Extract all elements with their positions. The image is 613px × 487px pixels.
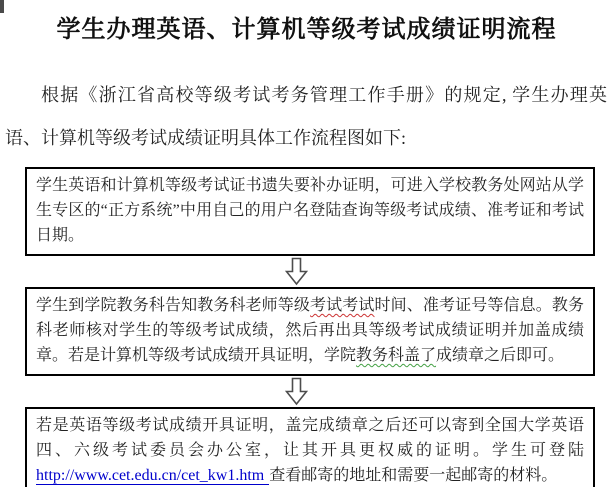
cet-website-link[interactable]: http://www.cet.edu.cn/cet_kw1.htm <box>36 467 269 485</box>
flow-arrow-1 <box>11 256 581 287</box>
flow-step-2-text-c: 成绩章之后即可。 <box>436 347 565 364</box>
flow-step-2-text-b: 时间、准考证号等信息。教务科老师核对学生的等级考试成绩，然后再出具等级考试成绩证明并加盖成绩章。若是计算机等级考试成绩开具证明，学院 <box>36 297 584 364</box>
flow-step-1-text: 学生英语和计算机等级考试证书遗失要补办证明，可进入学校教务处网站从学生专区的“正方系统”中用自己的用户名登陆查询等级考试成绩、准考证和考试日期。 <box>36 177 584 244</box>
flow-step-3-box <box>25 407 595 487</box>
flow-step-1-box <box>25 167 595 256</box>
flow-arrow-2 <box>11 376 581 407</box>
down-arrow-icon <box>285 257 308 286</box>
scan-artifact <box>0 0 4 13</box>
flow-step-2-box <box>25 287 595 376</box>
flowchart <box>25 167 595 487</box>
spell-error-text: 考试考试 <box>310 297 375 314</box>
flow-step-2-text-a: 学生到学院教务科告知教务科老师等级 <box>36 297 311 314</box>
down-arrow-icon <box>285 377 308 406</box>
page-title: 学生办理英语、计算机等级考试成绩证明流程 <box>56 17 557 43</box>
flow-step-3-text-b: 查看邮寄的地址和需要一起邮寄的材料。 <box>269 467 558 484</box>
intro-paragraph: 根据《浙江省高校等级考试考务管理工作手册》的规定, 学生办理英语、计算机等级考试成绩证明具体工作流程图如下: <box>5 85 607 148</box>
flow-step-3-text-a: 若是英语等级考试成绩开具证明，盖完成绩章之后还可以寄到全国大学英语四、六级考试委员会办公室，让其开具更权威的证明。学生可登陆 <box>36 417 584 459</box>
grammar-error-text: 教务科盖了 <box>356 347 437 364</box>
